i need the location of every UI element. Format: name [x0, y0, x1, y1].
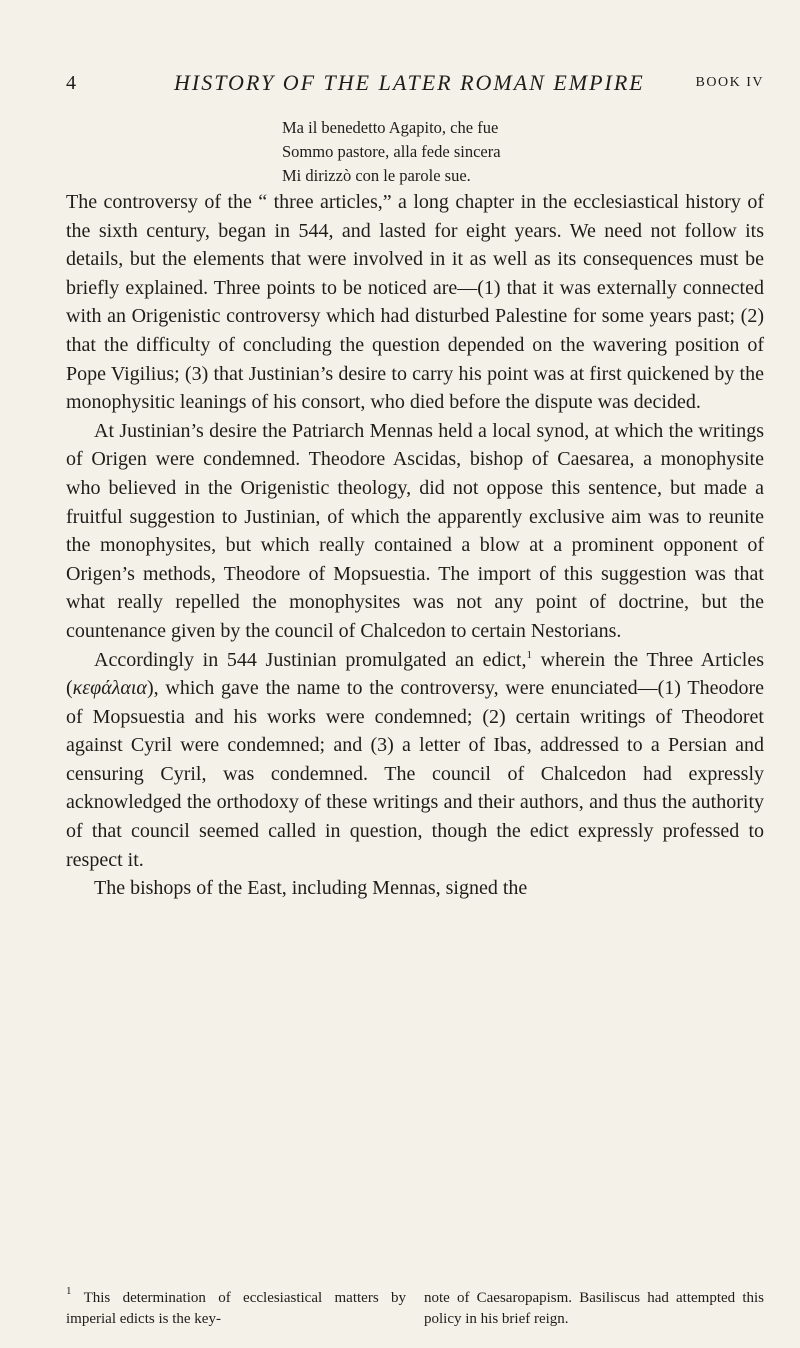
running-header: [66, 70, 764, 100]
book-label: BOOK IV: [695, 75, 764, 90]
footnote-area: [66, 1285, 764, 1330]
epigraph: [282, 116, 501, 188]
epigraph-line: Mi dirizzò con le parole sue.: [282, 166, 471, 185]
paragraph: The bishops of the East, including Mennas, signed the: [94, 877, 528, 900]
body-text: [66, 188, 764, 903]
greek-term: κεφάλαια: [72, 677, 147, 700]
epigraph-line: Sommo pastore, alla fede sincera: [282, 142, 501, 161]
footnote-reference[interactable]: 1: [526, 648, 532, 661]
paragraph-text: wherein the Three Articles (: [66, 648, 765, 700]
footnote-text: This determination of ecclesiastical matters by imperial edicts is the key-: [66, 1290, 406, 1327]
paragraph: At Justinian’s desire the Patriarch Mennas held a local synod, at which the writings of Origen were condemned. Theodore Ascidas, bishop of Caesarea, a monophysite who believed in the Origenistic theology, did not oppose this sentence, but made a fruitful suggestion to Justinian, of which the apparently exclusive aim was to reunite the monophysites, but which really contained a blow at a prominent opponent of Origen’s methods, Theodore of Mopsuestia. The import of this suggestion was that what really repelled the monophysites was not any point of doctrine, but the countenance given by the council of Chalcedon to certain Nestorians.: [66, 419, 764, 642]
running-title: HISTORY OF THE LATER ROMAN EMPIRE: [174, 70, 645, 95]
page-number: 4: [66, 72, 76, 94]
footnote-mark: 1: [66, 1285, 72, 1297]
paragraph: The controversy of the “ three articles,” a long chapter in the ecclesiastical history of the sixth century, began in 544, and lasted for eight years. We need not follow its details, but the elements that were involved in it as well as its consequences must be briefly explained. Three points to be noticed are—(1) that it was externally connected with an Origenistic controversy which had disturbed Palestine for some years past; (2) that the difficulty of concluding the question depended on the wavering position of Pope Vigilius; (3) that Justinian’s desire to carry his point was at first quickened by the monophysitic leanings of his consort, who died before the dispute was decided.: [66, 191, 764, 414]
footnote-column-left: [66, 1285, 406, 1330]
footnote-text: note of Caesaropapism. Basiliscus had attempted this policy in his brief reign.: [424, 1290, 764, 1327]
footnote-column-right: [424, 1288, 764, 1330]
paragraph-text: Accordingly in 544 Justinian promulgated an edict,: [94, 648, 527, 671]
paragraph: [66, 646, 764, 875]
epigraph-line: Ma il benedetto Agapito, che fue: [282, 118, 499, 137]
paragraph-text: ), which gave the name to the controversy, were enunciated—(1) Theodore of Mopsuestia and his works were condemned; (2) certain writings of Theodoret against Cyril were condemned; and (3) a letter of Ibas, addressed to a Persian and censuring Cyril, was condemned. The council of Chalcedon had expressly acknowledged the orthodoxy of these writings and their authors, and thus the authority of that council seemed called in question, though the edict expressly professed to respect it.: [66, 677, 764, 871]
